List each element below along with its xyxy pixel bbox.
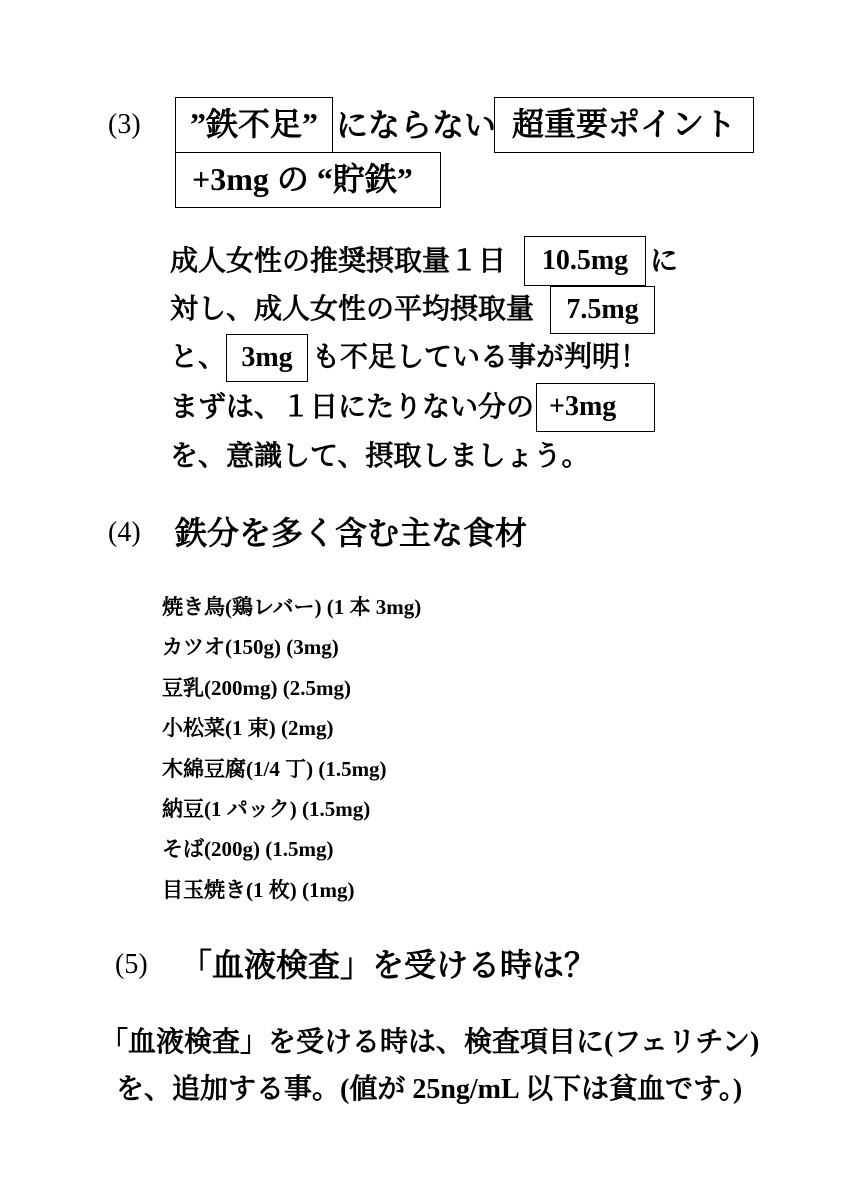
recommended-intake-box: 10.5mg bbox=[524, 236, 646, 286]
shortfall-box: 3mg bbox=[226, 334, 308, 382]
body-line-3-text: と、 bbox=[170, 342, 227, 373]
food-item: 焼き鳥(鶏レバー) (1 本 3mg) bbox=[162, 595, 422, 619]
average-intake-box: 7.5mg bbox=[550, 286, 655, 334]
food-item: 木綿豆腐(1/4 丁) (1.5mg) bbox=[162, 756, 387, 781]
body-line-3-suffix: も不足している事が判明！ bbox=[312, 342, 649, 373]
section-5-title: 「血液検査」を受ける時は？ bbox=[180, 947, 597, 983]
iron-food-list bbox=[162, 587, 421, 910]
section-3-number: (3) bbox=[108, 109, 141, 140]
heading-box-key-point: 超重要ポイント bbox=[494, 97, 754, 153]
extra-intake-box: +3mg bbox=[536, 383, 655, 432]
body-line-5-text: を、意識して、摂取しましょう。 bbox=[170, 441, 590, 472]
section-4-title: 鉄分を多く含む主な食材 bbox=[175, 515, 528, 551]
body-line-4-text: まずは、１日にたりない分の bbox=[170, 392, 535, 423]
heading-connector-text: にならない bbox=[336, 107, 497, 143]
body-line-1-text: 成人女性の推奨摂取量１日 bbox=[170, 246, 507, 277]
heading-box-iron-storage: +3mg の “貯鉄” bbox=[175, 152, 441, 208]
food-item: 納豆(1 パック) (1.5mg) bbox=[162, 796, 371, 821]
heading-box-iron-deficiency: ”鉄不足” bbox=[175, 97, 333, 153]
food-item: そば(200g) (1.5mg) bbox=[162, 837, 334, 862]
food-item: カツオ(150g) (3mg) bbox=[162, 635, 339, 660]
body-line-2-text: 対し、成人女性の平均摂取量 bbox=[170, 294, 535, 325]
food-item: 小松菜(1 束) (2mg) bbox=[162, 716, 334, 741]
food-item: 豆乳(200mg) (2.5mg) bbox=[162, 675, 351, 700]
food-item: 目玉焼き(1 枚) (1mg) bbox=[162, 877, 355, 902]
body-line-1-suffix: に bbox=[650, 246, 679, 277]
section-5-body-line-2: を、追加する事。(値が 25ng/mL 以下は貧血です。) bbox=[116, 1074, 743, 1105]
section-4-number: (4) bbox=[108, 517, 141, 548]
section-5-number: (5) bbox=[115, 949, 148, 980]
section-5-body-line-1: 「血液検査」を受ける時は、検査項目に(フェリチン) bbox=[100, 1027, 760, 1058]
